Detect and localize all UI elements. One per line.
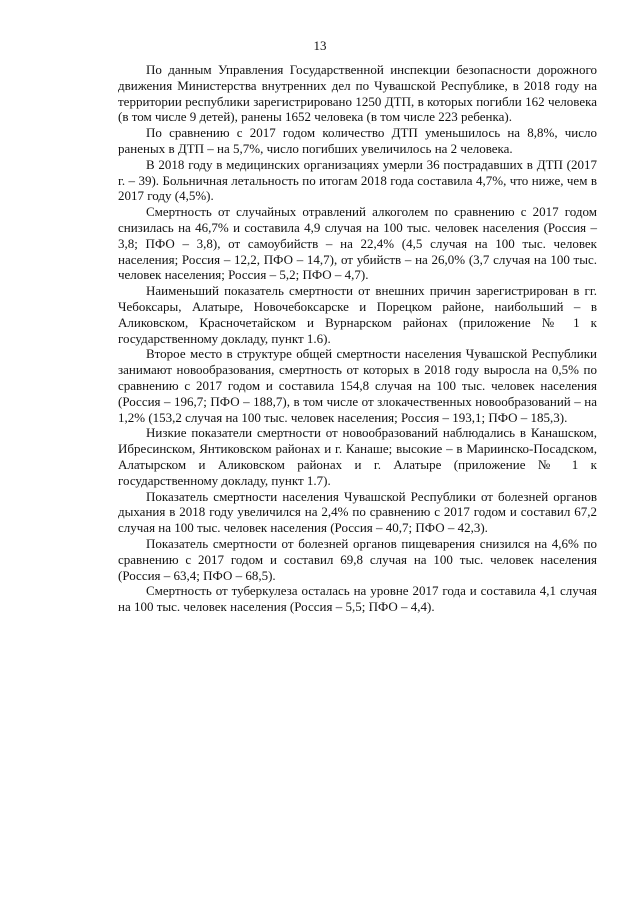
paragraph-digestive: Показатель смертности от болезней органов пищеварения снизился на 4,6% по сравнению с 2017 годом и составил 69,8 случая на 100 тыс. человек населения (Россия – 63,4; ПФО – 68,5). (118, 535, 597, 583)
paragraph-external-causes: Наименьший показатель смертности от внешних причин зарегистрирован в гг. Чебоксары, Алатыре, Новочебоксарске и Порецком районе, наибольший – в Аликовском, Красночетайском и Вурнарском районах (приложение № 1 к государственному докладу, пункт 1.6). (118, 283, 597, 346)
page-number: 13 (313, 38, 327, 53)
paragraph-neoplasms: Второе место в структуре общей смертности населения Чувашской Республики занимают новообразования, смертность от которых в 2018 году выросла на 0,5% по сравнению с 2017 годом и составила 154,8 случая на 100 тыс. человек населения (Россия – 196,7; ПФО – 188,7), в том числе от злокачественных новообразований – на 1,2% (153,2 случая на 100 тыс. человек населения; Россия – 193,1; ПФО – 185,3). (118, 346, 597, 425)
paragraph-respiratory: Показатель смертности населения Чувашской Республики от болезней органов дыхания в 2018 году увеличился на 2,4% по сравнению с 2017 годом и составил 67,2 случая на 100 тыс. человек населения (Россия – 40,7; ПФО – 42,3). (118, 488, 597, 536)
paragraph-tuberculosis: Смертность от туберкулеза осталась на уровне 2017 года и составила 4,1 случая на 100 тыс. человек населения (Россия – 5,5; ПФО – 4,4). (118, 583, 597, 615)
page-body (118, 62, 597, 615)
paragraph-neoplasms-districts: Низкие показатели смертности от новообразований наблюдались в Канашском, Ибресинском, Янтиковском районах и г. Канаше; высокие – в Мариинско-Посадском, Алатырском и Аликовском районах и г. Алатыре (приложение № 1 к государственному докладу, пункт 1.7). (118, 425, 597, 488)
paragraph-hospital-lethality: В 2018 году в медицинских организациях умерли 36 пострадавших в ДТП (2017 г. – 39). Больничная летальность по итогам 2018 года составила 4,7%, что ниже, чем в 2017 году (4,5%). (118, 156, 597, 204)
paragraph-traffic-accidents: По данным Управления Государственной инспекции безопасности дорожного движения Министерства внутренних дел по Чувашской Республике, в 2018 году на территории республики зарегистрировано 1250 ДТП, в которых погибли 162 человека (в том числе 9 детей), ранены 1652 человека (в том числе 223 ребенка). (118, 62, 597, 125)
paragraph-accidents-comparison: По сравнению с 2017 годом количество ДТП уменьшилось на 8,8%, число раненых в ДТП – на 5,7%, число погибших увеличилось на 2 человека. (118, 125, 597, 156)
paragraph-alcohol-suicide-homicide: Смертность от случайных отравлений алкоголем по сравнению с 2017 годом снизилась на 46,7% и составила 4,9 случая на 100 тыс. человек населения (Россия – 3,8; ПФО – 3,8), от самоубийств – на 22,4% (4,5 случая на 100 тыс. человек населения; Россия – 12,2, ПФО – 14,7), от убийств – на 26,0% (3,7 случая на 100 тыс. человек населения; Россия – 5,2; ПФО – 4,7). (118, 204, 597, 283)
